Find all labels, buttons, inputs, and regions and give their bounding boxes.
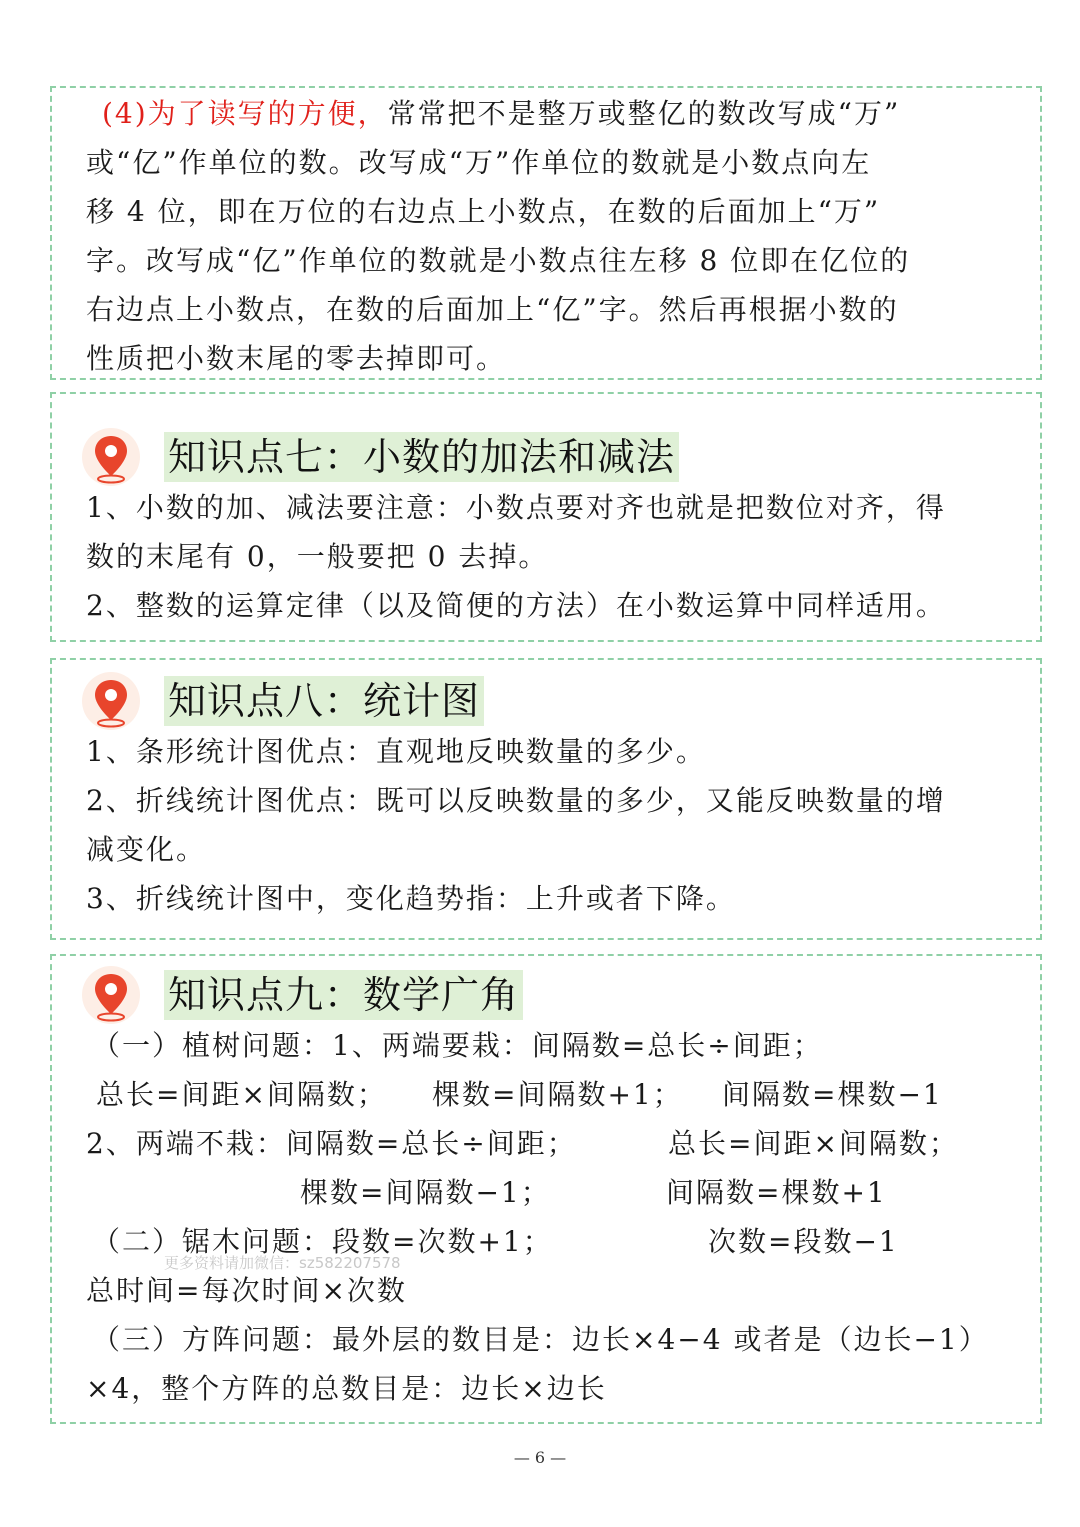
section-title: 知识点八：统计图 [164,676,484,726]
paragraph-line: 次数=段数−1 [708,1225,899,1258]
paragraph-line: 棵数=间隔数−1； [300,1176,551,1209]
paragraph-line: ×4，整个方阵的总数目是：边长×边长 [86,1372,607,1405]
paragraph-line: 2、折线统计图优点：既可以反映数量的多少，又能反映数量的增 [86,784,946,817]
paragraph-line: 数的末尾有 0，一般要把 0 去掉。 [86,540,549,573]
section-heading [82,670,484,732]
page-number: — 6 — [513,1448,567,1467]
paragraph-line: 1、条形统计图优点：直观地反映数量的多少。 [86,735,706,768]
watermark-text: 更多资料请加微信：sz582207578 [164,1254,401,1272]
paragraph-line: 棵数=间隔数+1； [432,1078,683,1111]
paragraph-line: 减变化。 [86,833,207,866]
section-box-3 [50,658,1042,940]
section-title: 知识点七：小数的加法和减法 [164,432,679,482]
paragraph-line: 1、小数的加、减法要注意：小数点要对齐也就是把数位对齐，得 [86,491,946,524]
paragraph-line: （三）方阵问题：最外层的数目是：边长×4−4 或者是（边长−1） [92,1323,989,1356]
location-pin-icon [82,672,140,730]
section-box-4 [50,954,1042,1424]
paragraph-line: 总长=间距×间隔数； [668,1127,959,1160]
highlight-text: (4)为了读写的方便， [102,97,388,130]
paragraph-line: 间隔数=棵数+1 [666,1176,887,1209]
paragraph-line: 字。改写成“亿”作单位的数就是小数点往左移 8 位即在亿位的 [86,244,911,277]
location-pin-icon [82,428,140,486]
paragraph-line: 总长=间距×间隔数； [96,1078,387,1111]
paragraph-line: 或“亿”作单位的数。改写成“万”作单位的数就是小数点向左 [86,146,872,179]
paragraph-line: 3、折线统计图中，变化趋势指：上升或者下降。 [86,882,736,915]
paragraph-line: （二）锯木问题：段数=次数+1； [92,1225,553,1258]
paragraph-line: 总时间=每次时间×次数 [86,1274,407,1307]
paragraph-line: (4)为了读写的方便，常常把不是整万或整亿的数改写成“万” [102,97,901,130]
paragraph-line: 移 4 位，即在万位的右边点上小数点，在数的后面加上“万” [86,195,881,228]
paragraph-line: （一）植树问题：1、两端要栽：间隔数=总长÷间距； [92,1029,823,1062]
paragraph-line: 2、整数的运算定律（以及简便的方法）在小数运算中同样适用。 [86,589,946,622]
section-title: 知识点九：数学广角 [164,970,523,1020]
paragraph-line: 间隔数=棵数−1 [722,1078,943,1111]
location-pin-icon [82,966,140,1024]
paragraph-line: 右边点上小数点，在数的后面加上“亿”字。然后再根据小数的 [86,293,899,326]
section-heading [82,964,523,1026]
paragraph-line: 性质把小数末尾的零去掉即可。 [86,342,507,375]
section-heading [82,426,679,488]
section-box-2 [50,392,1042,642]
section-box-1 [50,86,1042,380]
paragraph-line: 2、两端不栽：间隔数=总长÷间距； [86,1127,577,1160]
